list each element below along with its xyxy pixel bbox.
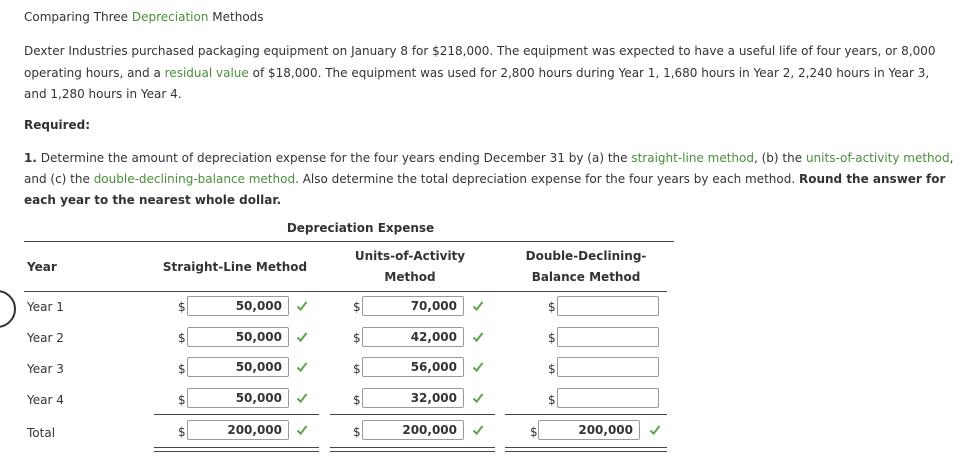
check-icon (296, 361, 308, 373)
header-top-rule (24, 241, 674, 242)
check-icon (472, 392, 484, 404)
currency-symbol: $ (548, 331, 556, 345)
row-label-year-1: Year 1 (27, 300, 64, 314)
selection-circle (0, 290, 16, 328)
currency-symbol: $ (178, 362, 186, 376)
currency-symbol: $ (353, 362, 361, 376)
straight-line-method-link[interactable]: straight-line method (631, 151, 754, 165)
ddb-total-double-rule (505, 447, 667, 452)
sl-year-3-input[interactable]: 50,000 (187, 357, 289, 377)
sl-total-input[interactable]: 200,000 (187, 420, 289, 440)
ua-year-2-input[interactable]: 42,000 (362, 327, 464, 347)
currency-symbol: $ (178, 331, 186, 345)
check-icon (472, 331, 484, 343)
ddb-total-input[interactable]: 200,000 (538, 420, 640, 440)
ddb-subtotal-rule (505, 414, 667, 415)
currency-symbol: $ (548, 393, 556, 407)
ua-total-input[interactable]: 200,000 (362, 420, 464, 440)
ddb-year-3-input[interactable] (557, 357, 659, 377)
question-text: 1. Determine the amount of depreciation expense for the four years ending December 31 by (a) the straight-line method, (b) the units-of-activity method, and (c) the double-declining-balance method. Also determine the total depreciation expense for the four years by each method. Round the answer for each year to the nearest whole dollar. (24, 151, 954, 208)
currency-symbol: $ (530, 425, 538, 439)
ua-total-double-rule (330, 447, 495, 452)
ddb-year-4-input[interactable] (557, 388, 659, 408)
required-label: Required: (24, 118, 91, 132)
table-caption: Depreciation Expense (286, 221, 435, 235)
double-declining-balance-method-link[interactable]: double-declining-balance method (93, 172, 296, 187)
ua-subtotal-rule (330, 414, 495, 415)
column-header-straight-line: Straight-Line Method (162, 260, 308, 274)
ddb-year-2-input[interactable] (557, 327, 659, 347)
check-icon (649, 424, 661, 436)
row-label-year-2: Year 2 (27, 331, 64, 345)
sl-year-4-input[interactable]: 50,000 (187, 388, 289, 408)
check-icon (296, 392, 308, 404)
currency-symbol: $ (353, 331, 361, 345)
header-bottom-rule (24, 291, 667, 292)
currency-symbol: $ (353, 425, 361, 439)
depreciation-link[interactable]: Depreciation (131, 10, 209, 24)
check-icon (296, 331, 308, 343)
check-icon (296, 424, 308, 436)
column-header-units-activity: Units-of-Activity Method (354, 249, 466, 284)
column-header-ddb: Double-Declining- Balance Method (525, 249, 647, 284)
check-icon (472, 424, 484, 436)
row-label-total: Total (27, 426, 56, 440)
currency-symbol: $ (178, 393, 186, 407)
currency-symbol: $ (548, 362, 556, 376)
currency-symbol: $ (548, 300, 556, 314)
page-title: Comparing Three Depreciation Methods (24, 10, 264, 24)
residual-value-link[interactable]: residual value (164, 65, 249, 80)
problem-text: Dexter Industries purchased packaging equipment on January 8 for $218,000. The equipment was expected to have a useful life of four years, or 8,000 operating hours, and a residual value of $18,000. The equipment was used for 2,800 hours during Year 1, 1,680 hours in Year 2, 2,240 hours in Year 3, and 1,280 hours in Year 4. (24, 44, 936, 102)
ua-year-4-input[interactable]: 32,000 (362, 388, 464, 408)
column-header-year: Year (27, 260, 57, 274)
sl-total-double-rule (154, 447, 319, 452)
row-label-year-4: Year 4 (27, 393, 64, 407)
units-of-activity-method-link[interactable]: units-of-activity method (805, 151, 950, 165)
sl-subtotal-rule (154, 414, 319, 415)
check-icon (296, 300, 308, 312)
currency-symbol: $ (353, 300, 361, 314)
ua-year-3-input[interactable]: 56,000 (362, 357, 464, 377)
currency-symbol: $ (178, 300, 186, 314)
check-icon (472, 300, 484, 312)
check-icon (472, 361, 484, 373)
ddb-year-1-input[interactable] (557, 296, 659, 316)
currency-symbol: $ (178, 425, 186, 439)
currency-symbol: $ (353, 393, 361, 407)
sl-year-2-input[interactable]: 50,000 (187, 327, 289, 347)
sl-year-1-input[interactable]: 50,000 (187, 296, 289, 316)
ua-year-1-input[interactable]: 70,000 (362, 296, 464, 316)
row-label-year-3: Year 3 (27, 362, 64, 376)
